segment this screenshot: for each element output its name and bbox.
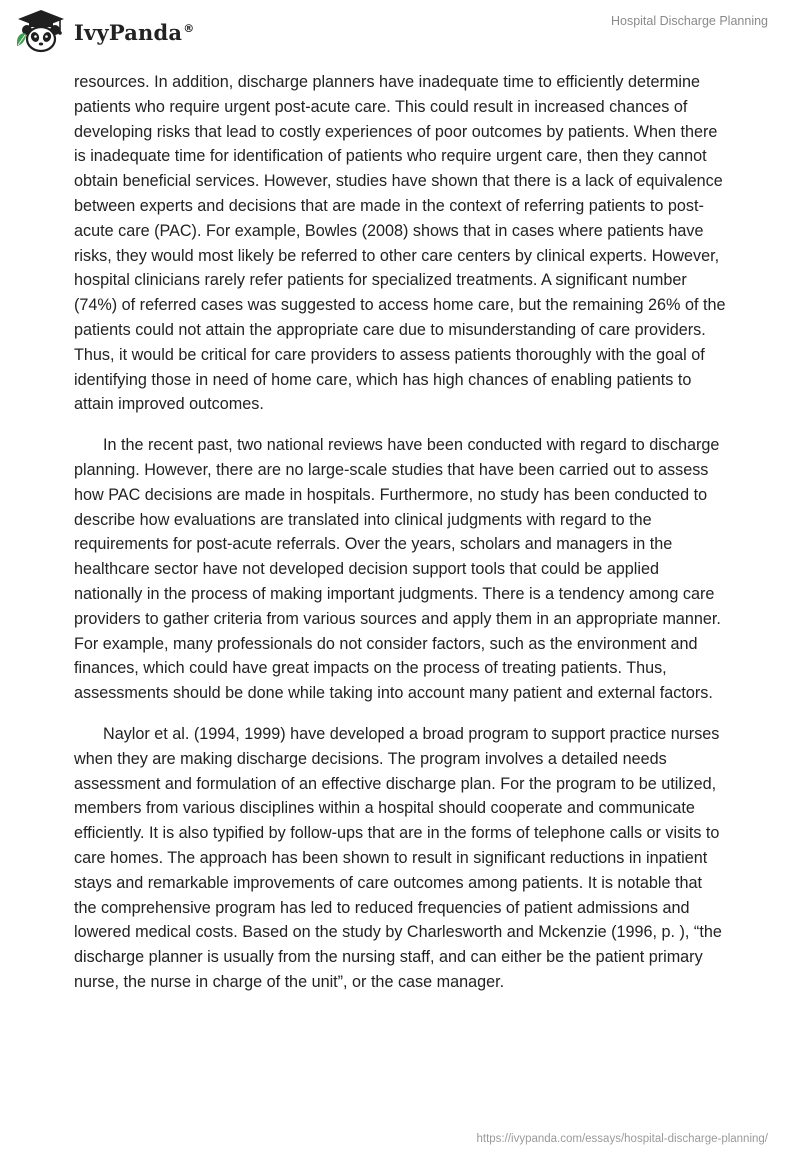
- paragraph: Naylor et al. (1994, 1999) have developed a broad program to support practice nurses when they are making discharge decisions. The program involves a detailed needs assessment and formulation of an effective discharge plan. For the program to be utilized, members from various disciplines within a hospital should cooperate and communicate efficiently. It is also typified by follow-ups that are in the forms of telephone calls or visits to care homes. The approach has been shown to result in significant reductions in inpatient stays and remarkable improvements of care outcomes among patients. It is notable that the comprehensive program has led to reduced frequencies of patient admissions and lowered medical costs. Based on the study by Charlesworth and Mckenzie (1996, p. ), “the discharge planner is usually from the nursing staff, and can either be the patient primary nurse, the nurse in charge of the unit”, or the case manager.: [74, 724, 722, 991]
- source-url-link[interactable]: https://ivypanda.com/essays/hospital-discharge-planning/: [476, 1133, 768, 1145]
- essay-body: [74, 70, 726, 1011]
- ivypanda-logo[interactable]: [14, 8, 194, 54]
- registered-mark: ®: [183, 21, 195, 35]
- paragraph: In the recent past, two national reviews have been conducted with regard to discharge planning. However, there are no large-scale studies that have been carried out to assess how PAC decisions are made in hospitals. Furthermore, no study has been conducted to describe how evaluations are translated into clinical judgments with regard to the requirements for post-acute referrals. Over the years, scholars and managers in the healthcare sector have not developed decision support tools that could be applied nationally in the process of making important judgments. There is a tendency among care providers to gather criteria from various sources and apply them in an appropriate manner. For example, many professionals do not consider factors, such as the environment and finances, which could have great impacts on the process of treating patients. Thus, assessments should be done while taking into account many patient and external factors.: [74, 436, 721, 703]
- panda-graduate-icon: [14, 8, 68, 54]
- page-header: [0, 0, 800, 70]
- brand-name: IvyPanda®: [74, 19, 195, 45]
- paragraph: resources. In addition, discharge planners have inadequate time to efficiently determine patients who require urgent post-acute care. This could result in increased chances of developing risks that lead to costly experiences of poor outcomes by patients. When there is inadequate time for identification of patients who require urgent care, then they cannot obtain beneficial services. However, studies have shown that there is a lack of equivalence between experts and decisions that are made in the context of referring patients to post-acute care (PAC). For example, Bowles (2008) shows that in cases where patients have risks, they would most likely be referred to other care centers by clinical experts. However, hospital clinicians rarely refer patients for specialized treatments. A significant number (74%) of referred cases was suggested to access home care, but the remaining 26% of the patients could not attain the appropriate care due to misunderstanding of care providers. Thus, it would be critical for care providers to assess patients thoroughly with the goal of identifying those in need of home care, which has high chances of enabling patients to attain improved outcomes.: [74, 73, 726, 414]
- document-title: Hospital Discharge Planning: [610, 14, 768, 28]
